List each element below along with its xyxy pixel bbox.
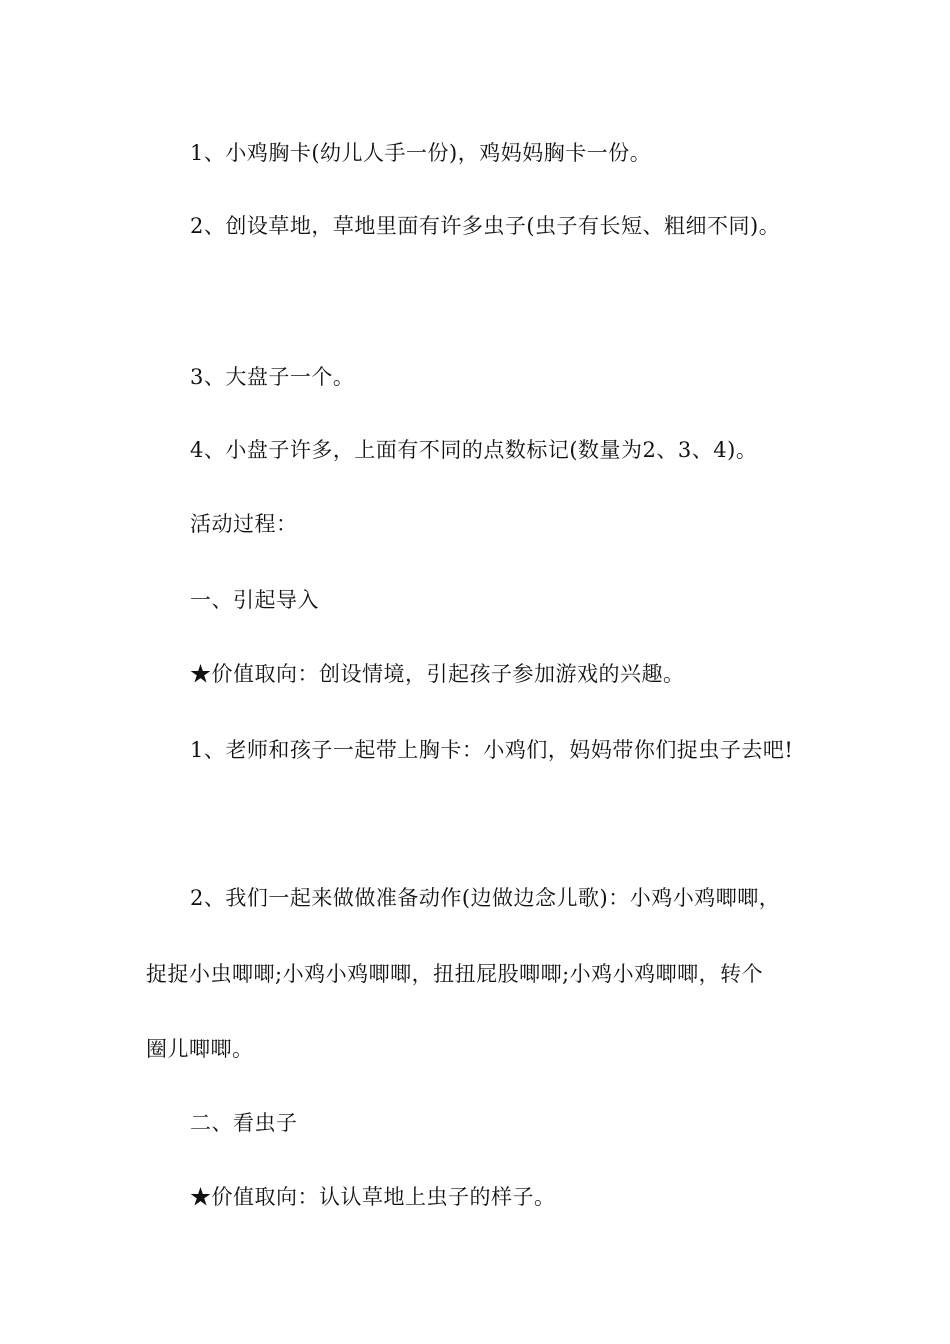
paragraph-1: 1、老师和孩子一起带上胸卡：小鸡们，妈妈带你们捉虫子去吧! [190,738,794,762]
material-item-1: 1、小鸡胸卡(幼儿人手一份)，鸡妈妈胸卡一份。 [190,141,652,165]
material-item-2: 2、创设草地，草地里面有许多虫子(虫子有长短、粗细不同)。 [190,214,781,238]
section-heading-process: 活动过程： [190,512,298,536]
step-heading-2: 二、看虫子 [190,1111,298,1135]
material-item-4: 4、小盘子许多，上面有不同的点数标记(数量为2、3、4)。 [190,438,758,462]
value-orientation-1: ★价值取向：创设情境，引起孩子参加游戏的兴趣。 [190,662,685,686]
value-orientation-2: ★价值取向：认认草地上虫子的样子。 [190,1185,556,1209]
paragraph-2-line-1: 2、我们一起来做做准备动作(边做边念儿歌)：小鸡小鸡唧唧， [190,886,781,910]
paragraph-2-line-3: 圈儿唧唧。 [146,1037,254,1061]
step-heading-1: 一、引起导入 [190,588,319,612]
paragraph-2-line-2: 捉捉小虫唧唧;小鸡小鸡唧唧，扭扭屁股唧唧;小鸡小鸡唧唧，转个 [146,962,764,986]
material-item-3: 3、大盘子一个。 [190,365,355,389]
